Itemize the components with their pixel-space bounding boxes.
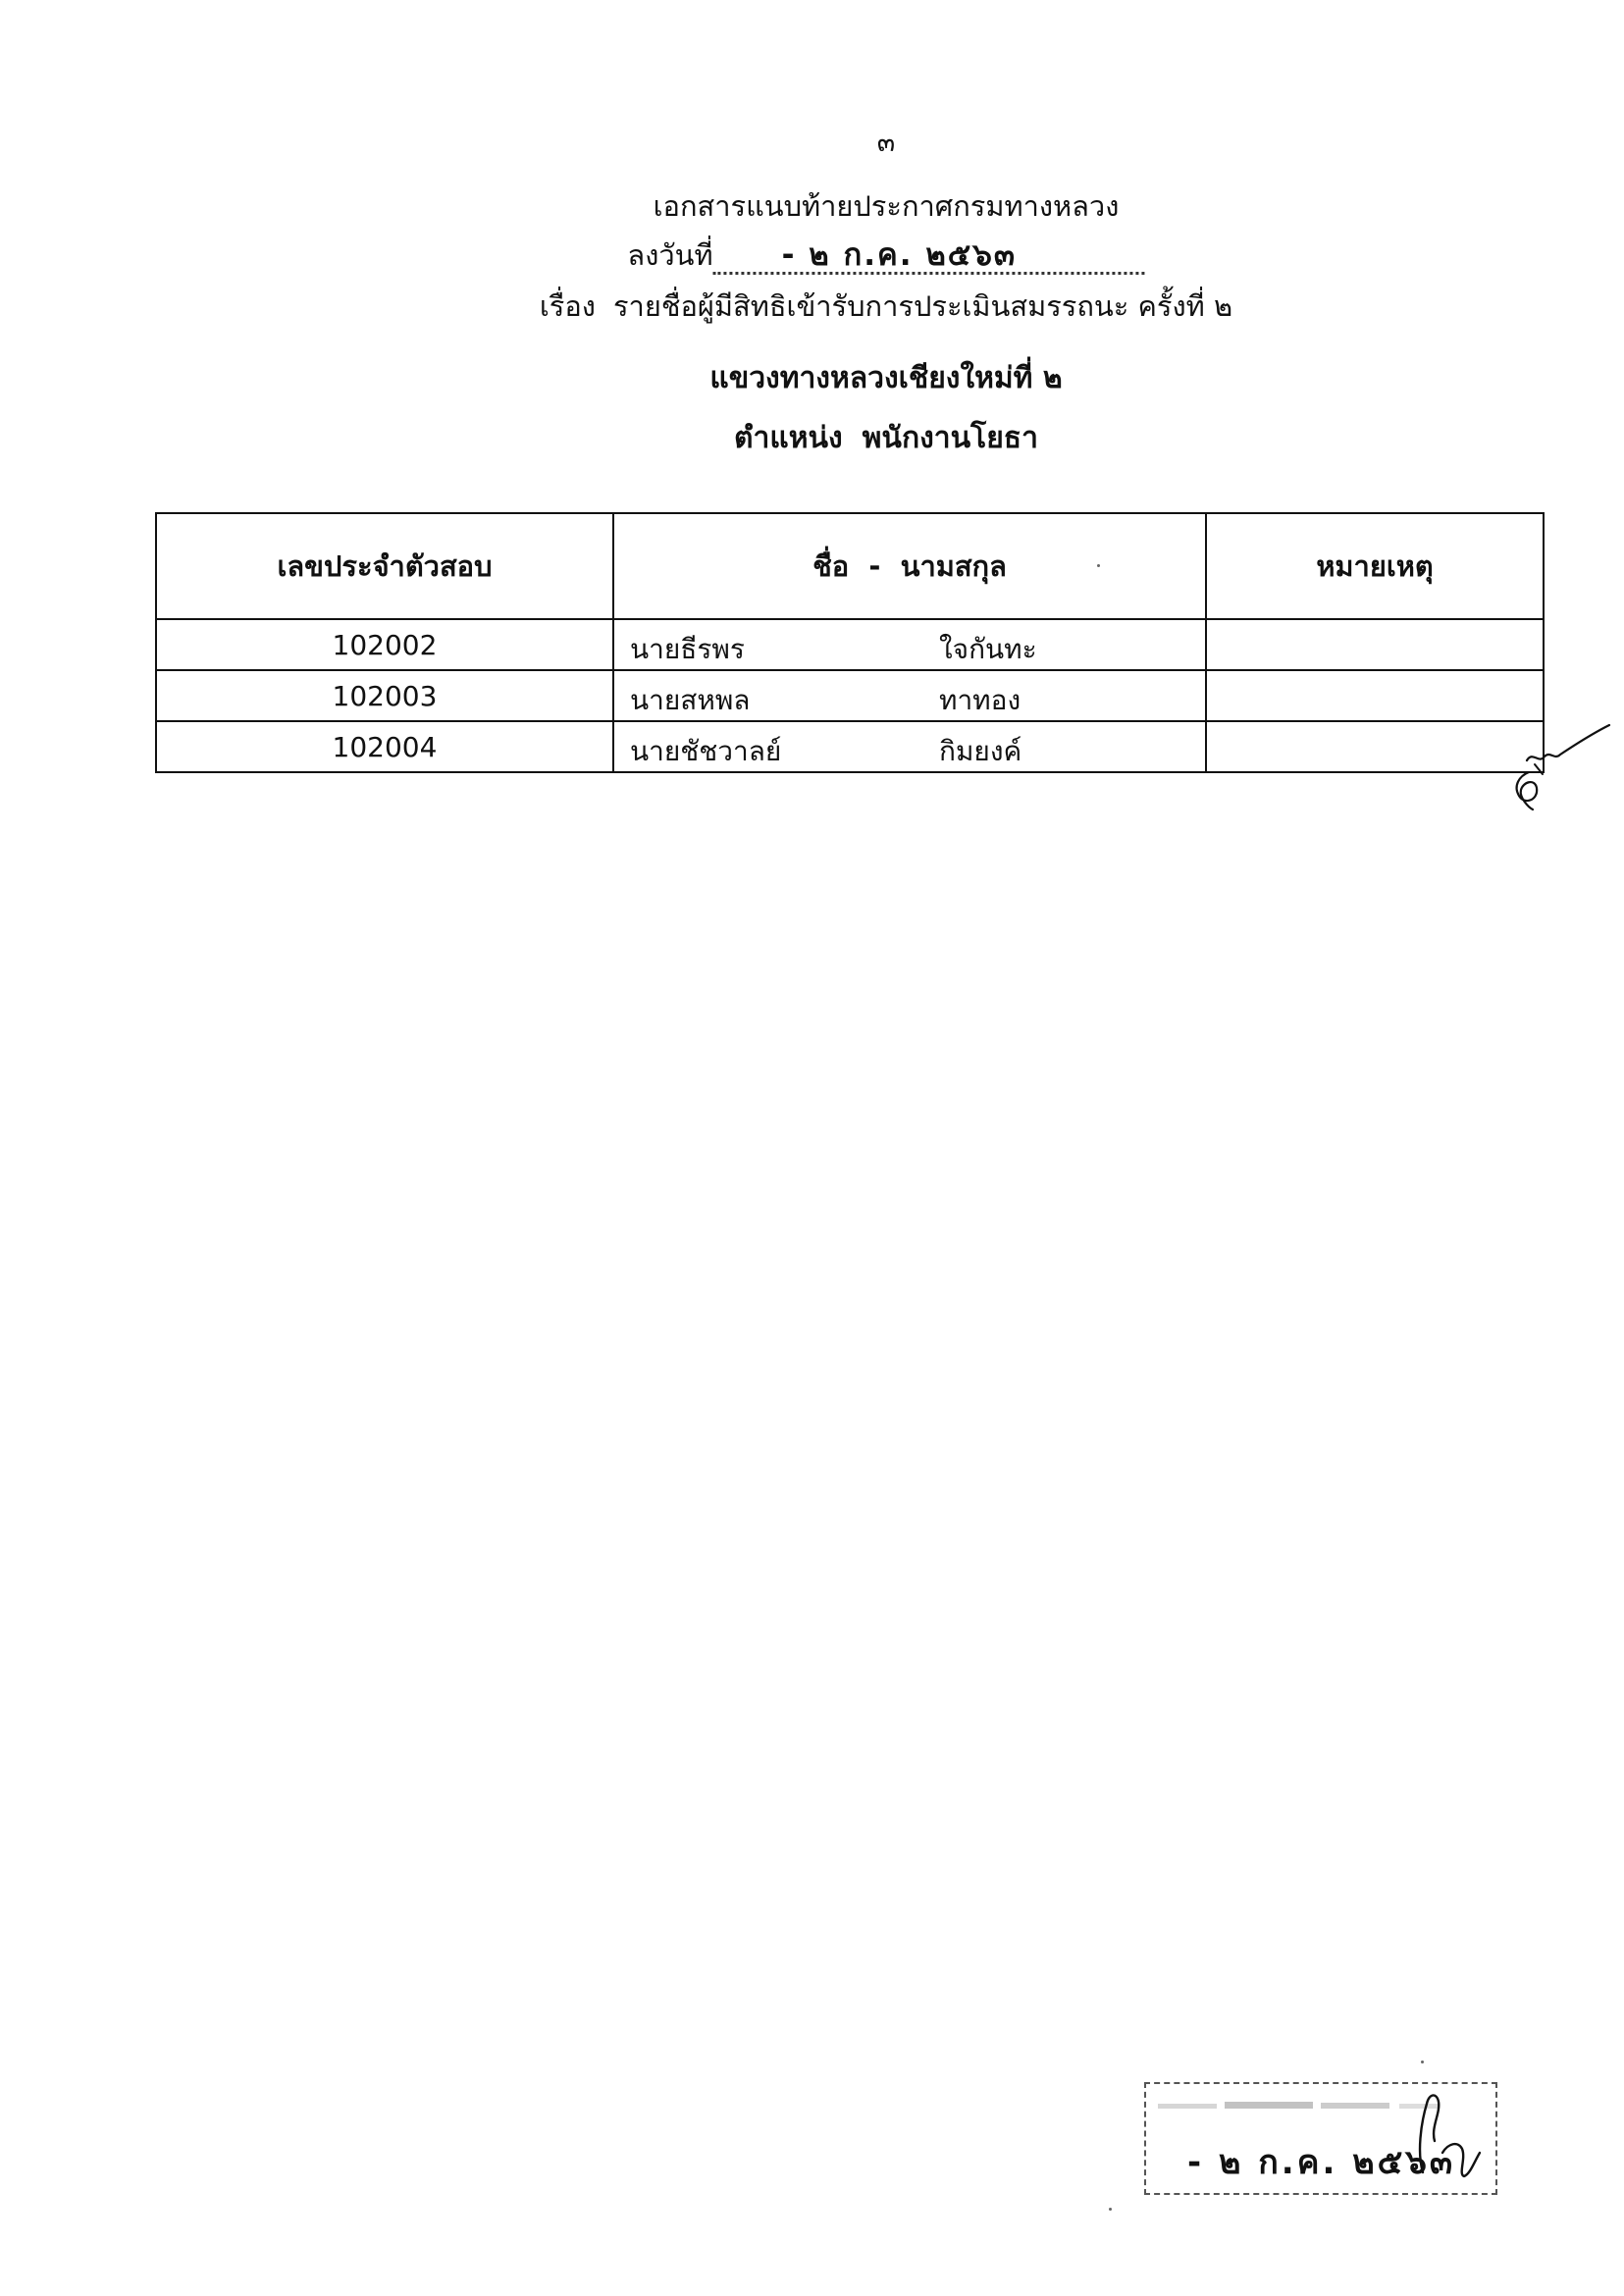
initials-signature <box>1499 721 1612 811</box>
page-number: ๓ <box>876 128 896 158</box>
header-exam-id: เลขประจำตัวสอบ <box>156 513 613 619</box>
name-cell <box>613 670 1206 721</box>
table-header-row <box>156 513 1544 619</box>
name-cell <box>613 619 1206 670</box>
candidates-table <box>155 512 1545 773</box>
subject-text: รายชื่อผู้มีสิทธิเข้ารับการประเมินสมรรถนะ ครั้งที่ ๒ <box>612 289 1233 323</box>
position-label: ตำแหน่ง <box>734 421 843 455</box>
scan-speck <box>1421 2061 1424 2063</box>
position-value: พนักงานโยธา <box>862 421 1038 455</box>
date-label: ลงวันที่ <box>627 238 713 272</box>
office-heading: แขวงทางหลวงเชียงใหม่ที่ ๒ <box>709 361 1063 395</box>
last-name: ใจกันทะ <box>939 633 1037 665</box>
scan-speck <box>1097 564 1100 567</box>
scan-speck <box>1109 2208 1112 2211</box>
first-name: นายสหพล <box>630 684 751 716</box>
date-value: - ๒ ก.ค. ๒๕๖๓ <box>713 238 1145 275</box>
remark-cell <box>1206 619 1544 670</box>
table-row <box>156 670 1544 721</box>
remark-cell <box>1206 670 1544 721</box>
stamp-date: - ๒ ก.ค. ๒๕๖๓ <box>1187 2143 1456 2182</box>
exam-id-cell: 102003 <box>156 670 613 721</box>
header-name: ชื่อ - นามสกุล <box>613 513 1206 619</box>
remark-cell <box>1206 721 1544 772</box>
exam-id-cell: 102002 <box>156 619 613 670</box>
stamp-signature <box>1409 2084 1488 2182</box>
table-row <box>156 721 1544 772</box>
date-line <box>627 235 1144 275</box>
last-name: กิมยงค์ <box>939 735 1022 767</box>
last-name: ทาทอง <box>939 684 1022 716</box>
position-line <box>734 419 1038 458</box>
table-row <box>156 619 1544 670</box>
attachment-title: เอกสารแนบท้ายประกาศกรมทางหลวง <box>653 189 1120 223</box>
subject-label: เรื่อง <box>539 289 596 323</box>
stamp-faded-text <box>1154 2094 1448 2119</box>
subject-line <box>540 287 1232 326</box>
first-name: นายธีรพร <box>630 633 745 665</box>
exam-id-cell: 102004 <box>156 721 613 772</box>
header-remark: หมายเหตุ <box>1206 513 1544 619</box>
received-stamp <box>1144 2082 1497 2195</box>
name-cell <box>613 721 1206 772</box>
first-name: นายชัชวาลย์ <box>630 735 782 767</box>
